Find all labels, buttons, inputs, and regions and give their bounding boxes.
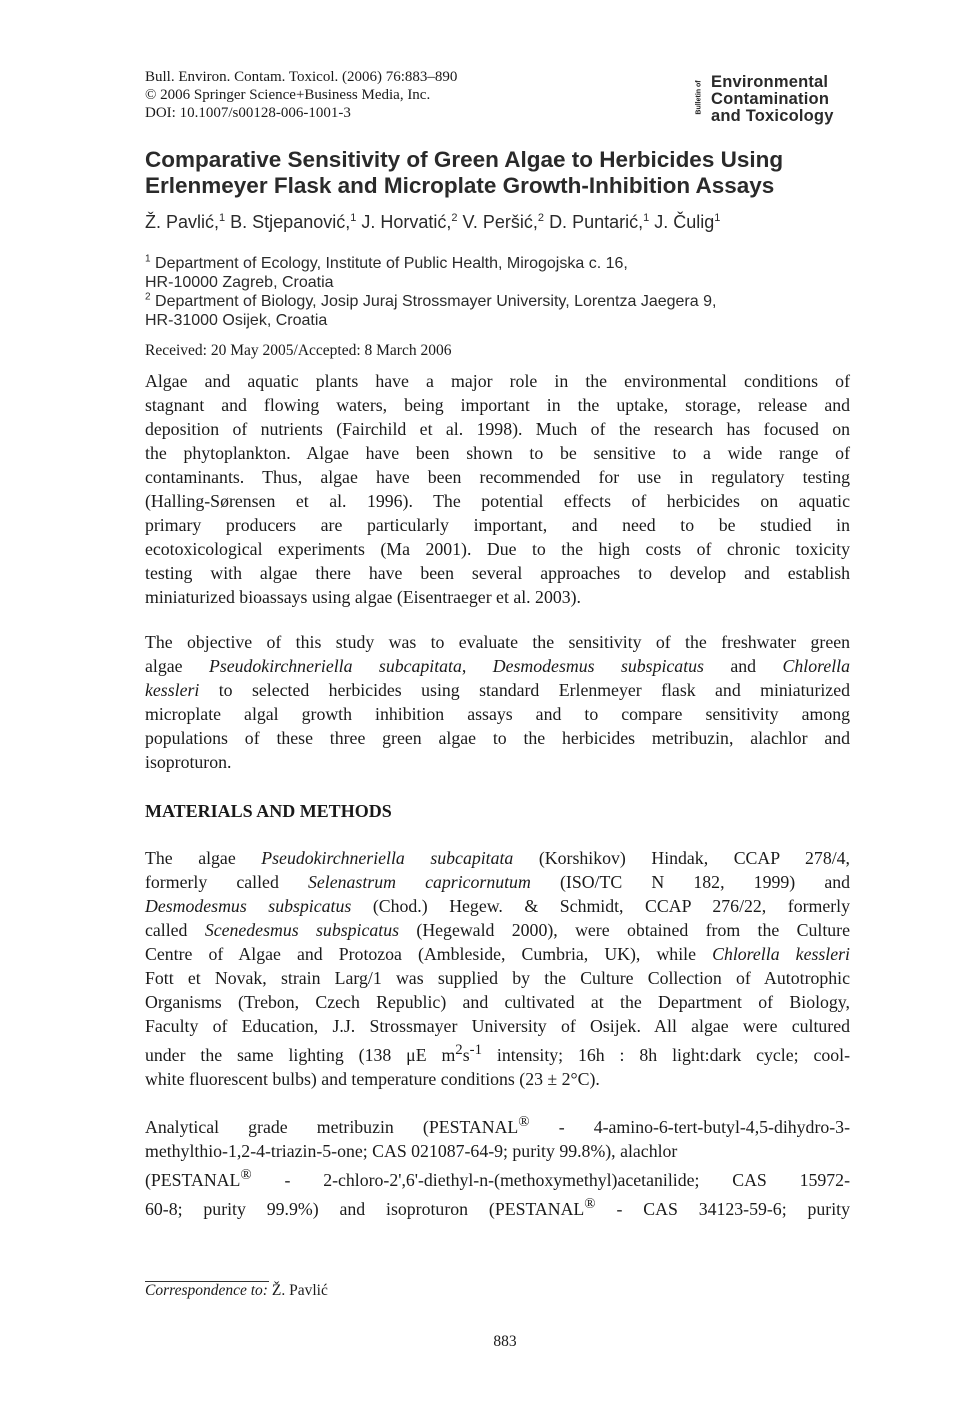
text-line: Analytical grade metribuzin (PESTANAL® - 4-amino-6-tert-butyl-4,5-dihydro-3- — [145, 1114, 850, 1137]
text-line: algae Pseudokirchneriella subcapitata, Desmodesmus subspicatus and Chlorella — [145, 656, 851, 676]
species-name: Desmodesmus subspicatus — [145, 896, 352, 916]
text-line: formerly called Selenastrum capricornutum (ISO/TC N 182, 1999) and — [145, 872, 851, 892]
text-line: miniaturized bioassays using algae (Eisentraeger et al. 2003). — [145, 587, 581, 607]
author-affiliation-marker: 1 — [350, 212, 357, 224]
journal-logo-line-2: Contamination — [711, 90, 830, 108]
received-accepted-dates: Received: 20 May 2005/Accepted: 8 March 2006 — [145, 342, 452, 359]
species-name: Desmodesmus subspicatus — [492, 656, 704, 676]
species-name: Chlorella — [782, 656, 851, 676]
text-line: Centre of Algae and Protozoa (Ambleside, Cumbria, UK), while Chlorella kessleri — [145, 944, 850, 964]
text-line: stagnant and flowing waters, being important in the uptake, storage, release and — [145, 395, 850, 415]
text-line: Desmodesmus subspicatus (Chod.) Hegew. & Schmidt, CCAP 276/22, formerly — [145, 896, 850, 916]
author-affiliation-marker: 1 — [714, 212, 721, 224]
author-affiliation-marker: 2 — [451, 212, 458, 224]
paper-title — [145, 147, 885, 199]
journal-citation: Bull. Environ. Contam. Toxicol. (2006) 76:883–890 — [145, 69, 458, 85]
header-citation-block — [145, 68, 457, 122]
text-line: (Halling-Sørensen et al. 1996). The potential effects of herbicides on aquatic — [145, 491, 850, 511]
text-line: the phytoplankton. Algae have been shown to be sensitive to a wide range of — [145, 443, 850, 463]
species-name: Pseudokirchneriella subcapitata — [261, 848, 514, 868]
journal-logo-line-3: and Toxicology — [711, 107, 834, 125]
text-line: (PESTANAL® - 2-chloro-2',6'-diethyl-n-(methoxymethyl)acetanilide; CAS 15972- — [145, 1166, 850, 1190]
species-name: Selenastrum capricornutum — [308, 872, 531, 892]
species-name: kessleri — [145, 680, 200, 700]
text-line: ecotoxicological experiments (Ma 2001). Due to the high costs of chronic toxicity — [145, 539, 850, 559]
correspondence-name: Ž. Pavlić — [267, 1282, 328, 1299]
text-line: 60-8; purity 99.9%) and isoproturon (PESTANAL® - CAS 34123-59-6; purity — [145, 1195, 850, 1219]
species-name: Scenedesmus subspicatus — [204, 920, 400, 940]
text-line: white fluorescent bulbs) and temperature conditions (23 ± 2°C). — [145, 1068, 600, 1089]
journal-logo-line-1: Environmental — [711, 73, 829, 91]
author: B. Stjepanović, — [230, 212, 351, 232]
author: J. Horvatić, — [361, 212, 452, 232]
paper-title-line-1: Comparative Sensitivity of Green Algae to Herbicides Using — [145, 147, 784, 172]
affiliation-2-address: HR-31000 Osijek, Croatia — [145, 312, 328, 329]
species-name: Pseudokirchneriella subcapitata — [208, 656, 462, 676]
text-line: under the same lighting (138 μE $m^2s^{-1}$ intensity; 16h : 8h light:dark cycle; cool- — [145, 1042, 850, 1065]
text-line: contaminants. Thus, algae have been recommended for use in regulatory testing — [145, 467, 850, 487]
text-line: deposition of nutrients (Fairchild et al. 1998). Much of the research has focused on — [145, 419, 850, 439]
section-heading: MATERIALS AND METHODS — [145, 801, 392, 821]
copyright-notice: © 2006 Springer Science+Business Media, Inc. — [145, 87, 431, 103]
affiliation-1-address: HR-10000 Zagreb, Croatia — [145, 274, 334, 291]
text-line: Organisms (Trebon, Czech Republic) and cultivated at the Department of Biology, — [145, 992, 850, 1012]
journal-logo — [695, 73, 868, 126]
methods-paragraph-1 — [145, 846, 850, 1091]
journal-logo-side-text: Bulletin of — [695, 80, 703, 115]
text-line: Algae and aquatic plants have a major role in the environmental conditions of — [145, 371, 850, 391]
text-line: The objective of this study was to evaluate the sensitivity of the freshwater green — [145, 632, 850, 652]
author: V. Peršić, — [462, 212, 538, 232]
text-line: kessleri to selected herbicides using standard Erlenmeyer flask and miniaturized — [145, 680, 850, 700]
author-affiliation-marker: 1 — [219, 212, 226, 224]
affiliation-1: $^1$ Department of Ecology, Institute of Public Health, Mirogojska c. 16, — [145, 253, 628, 272]
affiliations — [145, 254, 716, 330]
text-line: testing with algae there have been several approaches to develop and establish — [145, 563, 850, 583]
text-line: populations of these three green algae to the herbicides metribuzin, alachlor and — [145, 728, 850, 748]
paper-title-line-2: Erlenmeyer Flask and Microplate Growth-Inhibition Assays — [145, 173, 775, 198]
affiliation-number: 2 — [145, 291, 151, 303]
text-line: Faculty of Education, J.J. Strossmayer University of Osijek. All algae were cultured — [145, 1016, 850, 1036]
intro-paragraph-1 — [145, 369, 850, 609]
author: Ž. Pavlić, — [145, 212, 220, 232]
doi: DOI: 10.1007/s00128-006-1001-3 — [145, 105, 351, 121]
affiliation-number: 1 — [145, 253, 151, 265]
author-affiliation-marker: 1 — [643, 212, 650, 224]
species-name: Chlorella kessleri — [712, 944, 850, 964]
text-line: methylthio-1,2-4-triazin-5-one; CAS 021087-64-9; purity 99.8%), alachlor — [145, 1140, 678, 1161]
correspondence-label: Correspondence to: — [145, 1282, 268, 1299]
text-line: The algae Pseudokirchneriella subcapitata (Korshikov) Hindak, CCAP 278/4, — [145, 848, 850, 868]
author-affiliation-marker: 2 — [537, 212, 545, 224]
correspondence-footnote — [145, 1282, 328, 1300]
page-number: 883 — [493, 1333, 517, 1350]
author: J. Čulig — [654, 212, 715, 232]
intro-paragraph-2 — [145, 630, 850, 774]
author: D. Puntarić, — [549, 212, 644, 232]
methods-paragraph-2 — [145, 1110, 850, 1221]
affiliation-2: $^2$ Department of Biology, Josip Juraj Strossmayer University, Lorentza Jaegera 9, — [145, 291, 717, 310]
text-line: called Scenedesmus subspicatus (Hegewald 2000), were obtained from the Culture — [145, 920, 850, 940]
author-list — [145, 210, 720, 234]
text-line: isoproturon. — [145, 752, 232, 772]
text-line: primary producers are particularly important, and need to be studied in — [145, 515, 850, 535]
text-line: Fott et Novak, strain Larg/1 was supplied by the Culture Collection of Autotrophic — [145, 968, 850, 988]
text-line: microplate algal growth inhibition assays and to compare sensitivity among — [145, 704, 850, 724]
